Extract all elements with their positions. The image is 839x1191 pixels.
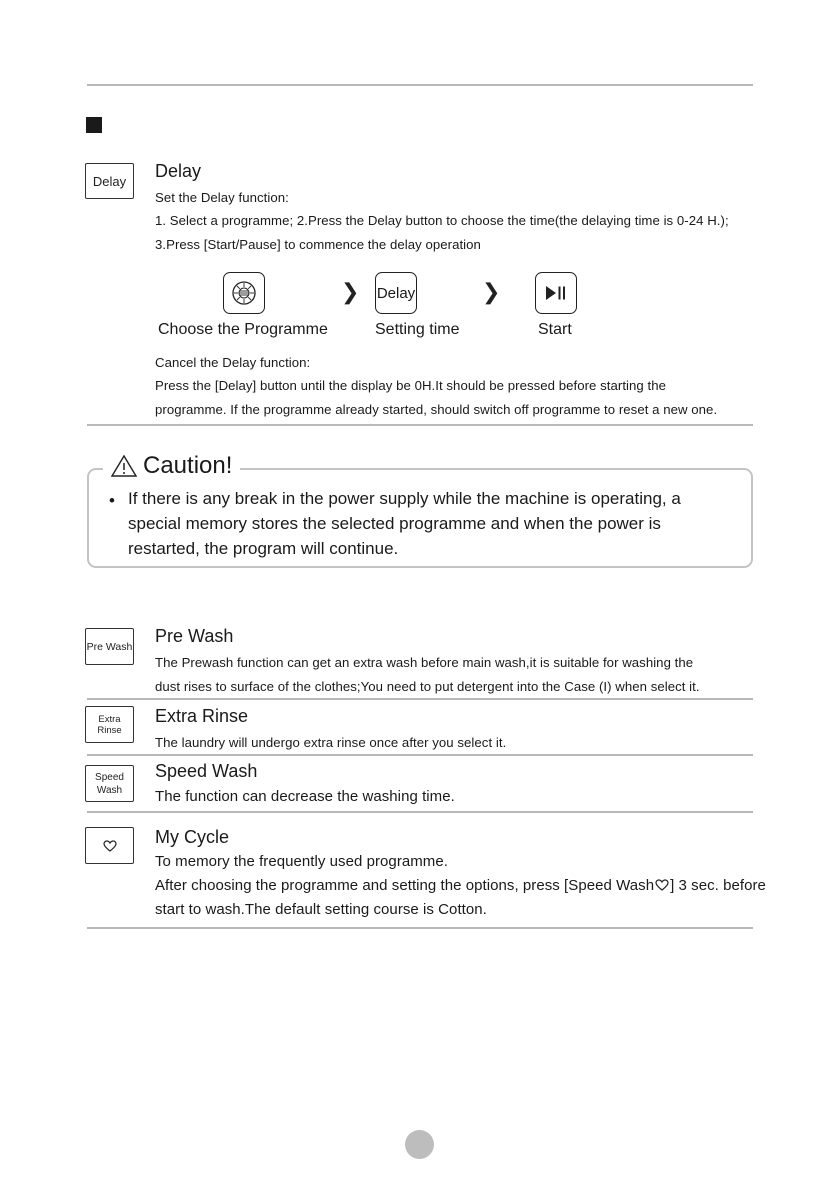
step-label-setting-time: Setting time [375,321,460,338]
pre-wash-button-icon [85,628,134,665]
caution-line-1: If there is any break in the power supply while the machine is operating, a [128,489,681,508]
top-divider [87,84,753,86]
step-label-programme: Choose the Programme [158,321,328,338]
bottom-divider [87,927,753,929]
my-cycle-line-1: To memory the frequently used programme. [155,853,448,870]
pre-wash-line-2: dust rises to surface of the clothes;You need to put detergent into the Case (I) when select it. [155,679,700,694]
extra-rinse-button-icon [85,706,134,743]
page-number-badge [405,1130,434,1159]
warning-triangle-icon [111,454,137,478]
extra-rinse-button-label: Extra Rinse [97,713,122,736]
my-cycle-button-icon [85,827,134,864]
my-cycle-line-3: start to wash.The default setting course is Cotton. [155,901,487,918]
delay-title: Delay [155,161,202,181]
extra-rinse-title: Extra Rinse [155,706,249,726]
my-cycle-line-2 [155,877,766,894]
caution-line-2: special memory stores the selected programme and when the power is [128,514,661,533]
delay-step-label: Delay [376,284,416,302]
heart-icon [103,840,117,852]
pre-wash-button-label: Pre Wash [86,640,133,653]
divider [87,754,753,756]
my-cycle-line-2-start: After choosing the programme and setting the options, press [Speed Wash [155,877,655,894]
chevron-right-icon: ❯ [341,279,360,304]
speed-wash-button-icon [85,765,134,802]
programme-dial-icon [223,272,265,314]
delay-button-icon [85,163,134,199]
delay-button-label: Delay [92,173,127,189]
caution-line-3: restarted, the program will continue. [128,539,399,558]
delay-line-3: 3.Press [Start/Pause] to commence the delay operation [155,237,481,252]
pre-wash-title: Pre Wash [155,626,234,646]
divider [87,698,753,700]
bullet-icon: • [109,491,115,510]
caution-header [103,452,240,480]
pre-wash-line-1: The Prewash function can get an extra wash before main wash,it is suitable for washing the [155,655,694,670]
speed-wash-button-label-1: Speed [95,771,124,783]
cancel-line-3: programme. If the programme already started, should switch off programme to reset a new one. [155,402,718,417]
extra-rinse-line-1: The laundry will undergo extra rinse once after you select it. [155,735,507,750]
delay-step-icon [375,272,417,314]
speed-wash-title: Speed Wash [155,761,258,781]
delay-line-2: 1. Select a programme; 2.Press the Delay button to choose the time(the delaying time is 0-24 H.); [155,213,729,228]
divider [87,811,753,813]
chevron-right-icon: ❯ [482,279,501,304]
speed-wash-button-label-2: Wash [96,784,123,796]
caution-title: Caution! [143,452,233,479]
divider [87,424,753,426]
play-pause-icon [535,272,577,314]
my-cycle-title: My Cycle [155,827,230,847]
heart-icon [655,879,669,891]
step-label-start: Start [538,321,572,338]
cancel-line-2: Press the [Delay] button until the display be 0H.It should be pressed before starting the [155,378,667,393]
delay-line-1: Set the Delay function: [155,190,289,205]
my-cycle-line-2-end: ] 3 sec. before [670,877,766,894]
section-marker [86,117,102,133]
cancel-line-1: Cancel the Delay function: [155,355,311,370]
speed-wash-line-1: The function can decrease the washing time. [155,788,455,805]
